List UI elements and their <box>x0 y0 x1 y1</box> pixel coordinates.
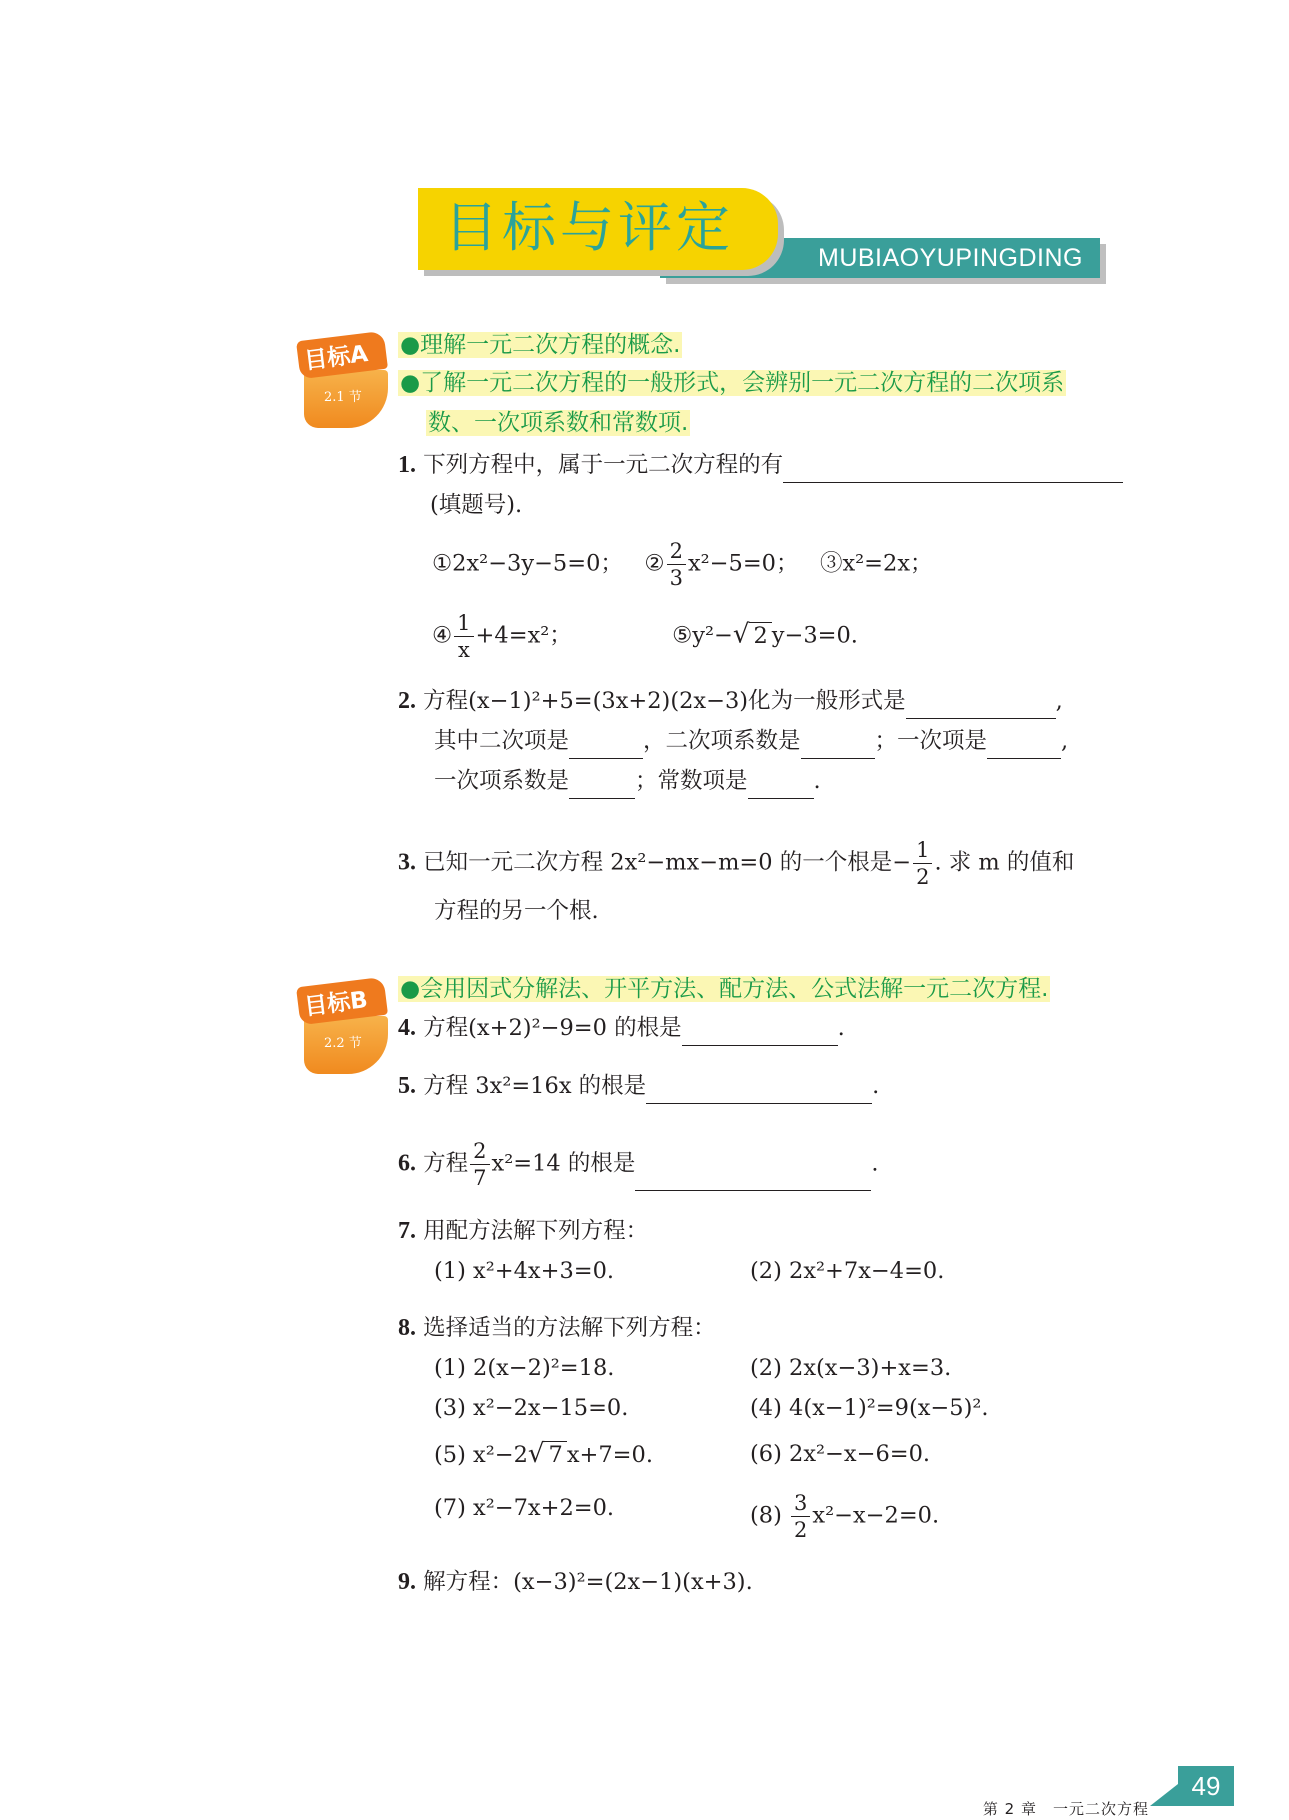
answer-blank[interactable] <box>635 1164 871 1191</box>
goal-b-section: 2.2 节 <box>324 1036 362 1051</box>
problem-9: 9. 解方程：(x−3)²=(2x−1)(x+3). <box>398 1569 753 1595</box>
problem-8: 8. 选择适当的方法解下列方程： <box>398 1315 716 1341</box>
goal-a-objective-2: ●了解一元二次方程的一般形式，会辨别一元二次方程的二次项系 <box>400 370 1065 396</box>
chapter-footer: 第 2 章 一元二次方程 <box>982 1800 1149 1818</box>
goal-a-section: 2.1 节 <box>324 390 362 405</box>
problem-2-line-2: 其中二次项是 ，二次项系数是 ；一次项是 , <box>434 723 1068 759</box>
sqrt-7: 7 <box>544 1441 566 1468</box>
answer-blank[interactable] <box>646 1077 872 1104</box>
page-number-tab <box>1150 1784 1178 1806</box>
problem-1-options-row-1: ①2x²−3y−5=0； ② $\frac{2}{3}$ x²−5=0； ③x²=2x； <box>432 539 933 590</box>
answer-blank[interactable] <box>801 732 875 759</box>
goal-b-label: 目标B <box>302 986 370 1021</box>
goal-a-objective-3: 数、一次项系数和常数项. <box>428 410 689 436</box>
problem-4: 4. 方程(x+2)²−9=0 的根是 . <box>398 1010 845 1046</box>
fraction-3-2: $\frac{3}{2}$ <box>791 1490 810 1543</box>
goal-b-section-tag <box>304 1016 388 1074</box>
problem-8-sub-3: (3) x²−2x−15=0. <box>434 1395 629 1421</box>
problem-8-sub-2: (2) 2x(x−3)+x=3. <box>750 1355 952 1381</box>
goal-a-objective-1: ●理解一元二次方程的概念. <box>400 332 681 358</box>
problem-1-options-row-2: ④ $\frac{1}{x}$ +4=x²； ⑤y²−√ 2 y−3=0. <box>432 611 858 662</box>
goal-a-section-tag <box>304 370 388 428</box>
answer-blank[interactable] <box>569 732 643 759</box>
problem-7-sub-1: (1) x²+4x+3=0. <box>434 1258 615 1284</box>
problem-7-sub-2: (2) 2x²+7x−4=0. <box>750 1258 945 1284</box>
problem-8-sub-8: (8) $\frac{3}{2}$ x²−x−2=0. <box>750 1491 940 1542</box>
fraction-2-7: $\frac{2}{7}$ <box>470 1138 489 1191</box>
problem-2-line-1: 2. 方程(x−1)²+5=(3x+2)(2x−3)化为一般形式是 , <box>398 683 1063 719</box>
problem-8-sub-1: (1) 2(x−2)²=18. <box>434 1355 615 1381</box>
problem-1: 1. 下列方程中，属于一元二次方程的有 <box>398 447 1123 483</box>
problem-2-line-3: 一次项系数是 ；常数项是 . <box>434 763 821 799</box>
answer-blank[interactable] <box>906 692 1056 719</box>
goal-a-badge <box>298 336 394 430</box>
page-subtitle: MUBIAOYUPINGDING <box>818 244 1083 272</box>
problem-3-line-2: 方程的另一个根. <box>434 898 599 924</box>
goal-a-label: 目标A <box>302 340 370 375</box>
fraction-1-2: $\frac{1}{2}$ <box>913 837 932 890</box>
answer-blank[interactable] <box>783 456 1123 483</box>
answer-blank[interactable] <box>682 1019 838 1046</box>
problem-1-note: (填题号). <box>430 492 523 518</box>
problem-8-sub-4: (4) 4(x−1)²=9(x−5)². <box>750 1395 989 1421</box>
goal-b-badge <box>298 982 394 1076</box>
sqrt-2: 2 <box>749 622 771 649</box>
answer-blank[interactable] <box>748 772 814 799</box>
problem-8-sub-7: (7) x²−7x+2=0. <box>434 1495 615 1521</box>
answer-blank[interactable] <box>987 732 1061 759</box>
problem-5: 5. 方程 3x²=16x 的根是 . <box>398 1068 879 1104</box>
problem-8-sub-5: (5) x²−2√ 7 x+7=0. <box>434 1439 653 1469</box>
answer-blank[interactable] <box>569 772 635 799</box>
problem-6: 6. 方程 $\frac{2}{7}$ x²=14 的根是 . <box>398 1139 879 1190</box>
goal-b-objective-1: ●会用因式分解法、开平方法、配方法、公式法解一元二次方程. <box>400 976 1049 1002</box>
problem-3-line-1: 3. 已知一元二次方程 2x²−mx−m=0 的一个根是− $\frac{1}{2}$ . 求 m 的值和 <box>398 838 1075 889</box>
problem-7: 7. 用配方法解下列方程： <box>398 1218 649 1244</box>
page-title: 目标与评定 <box>444 196 734 259</box>
fraction-2-3: $\frac{2}{3}$ <box>667 538 686 591</box>
fraction-1-x: $\frac{1}{x}$ <box>454 610 473 663</box>
page-number: 49 <box>1178 1766 1234 1806</box>
problem-8-sub-6: (6) 2x²−x−6=0. <box>750 1441 931 1467</box>
